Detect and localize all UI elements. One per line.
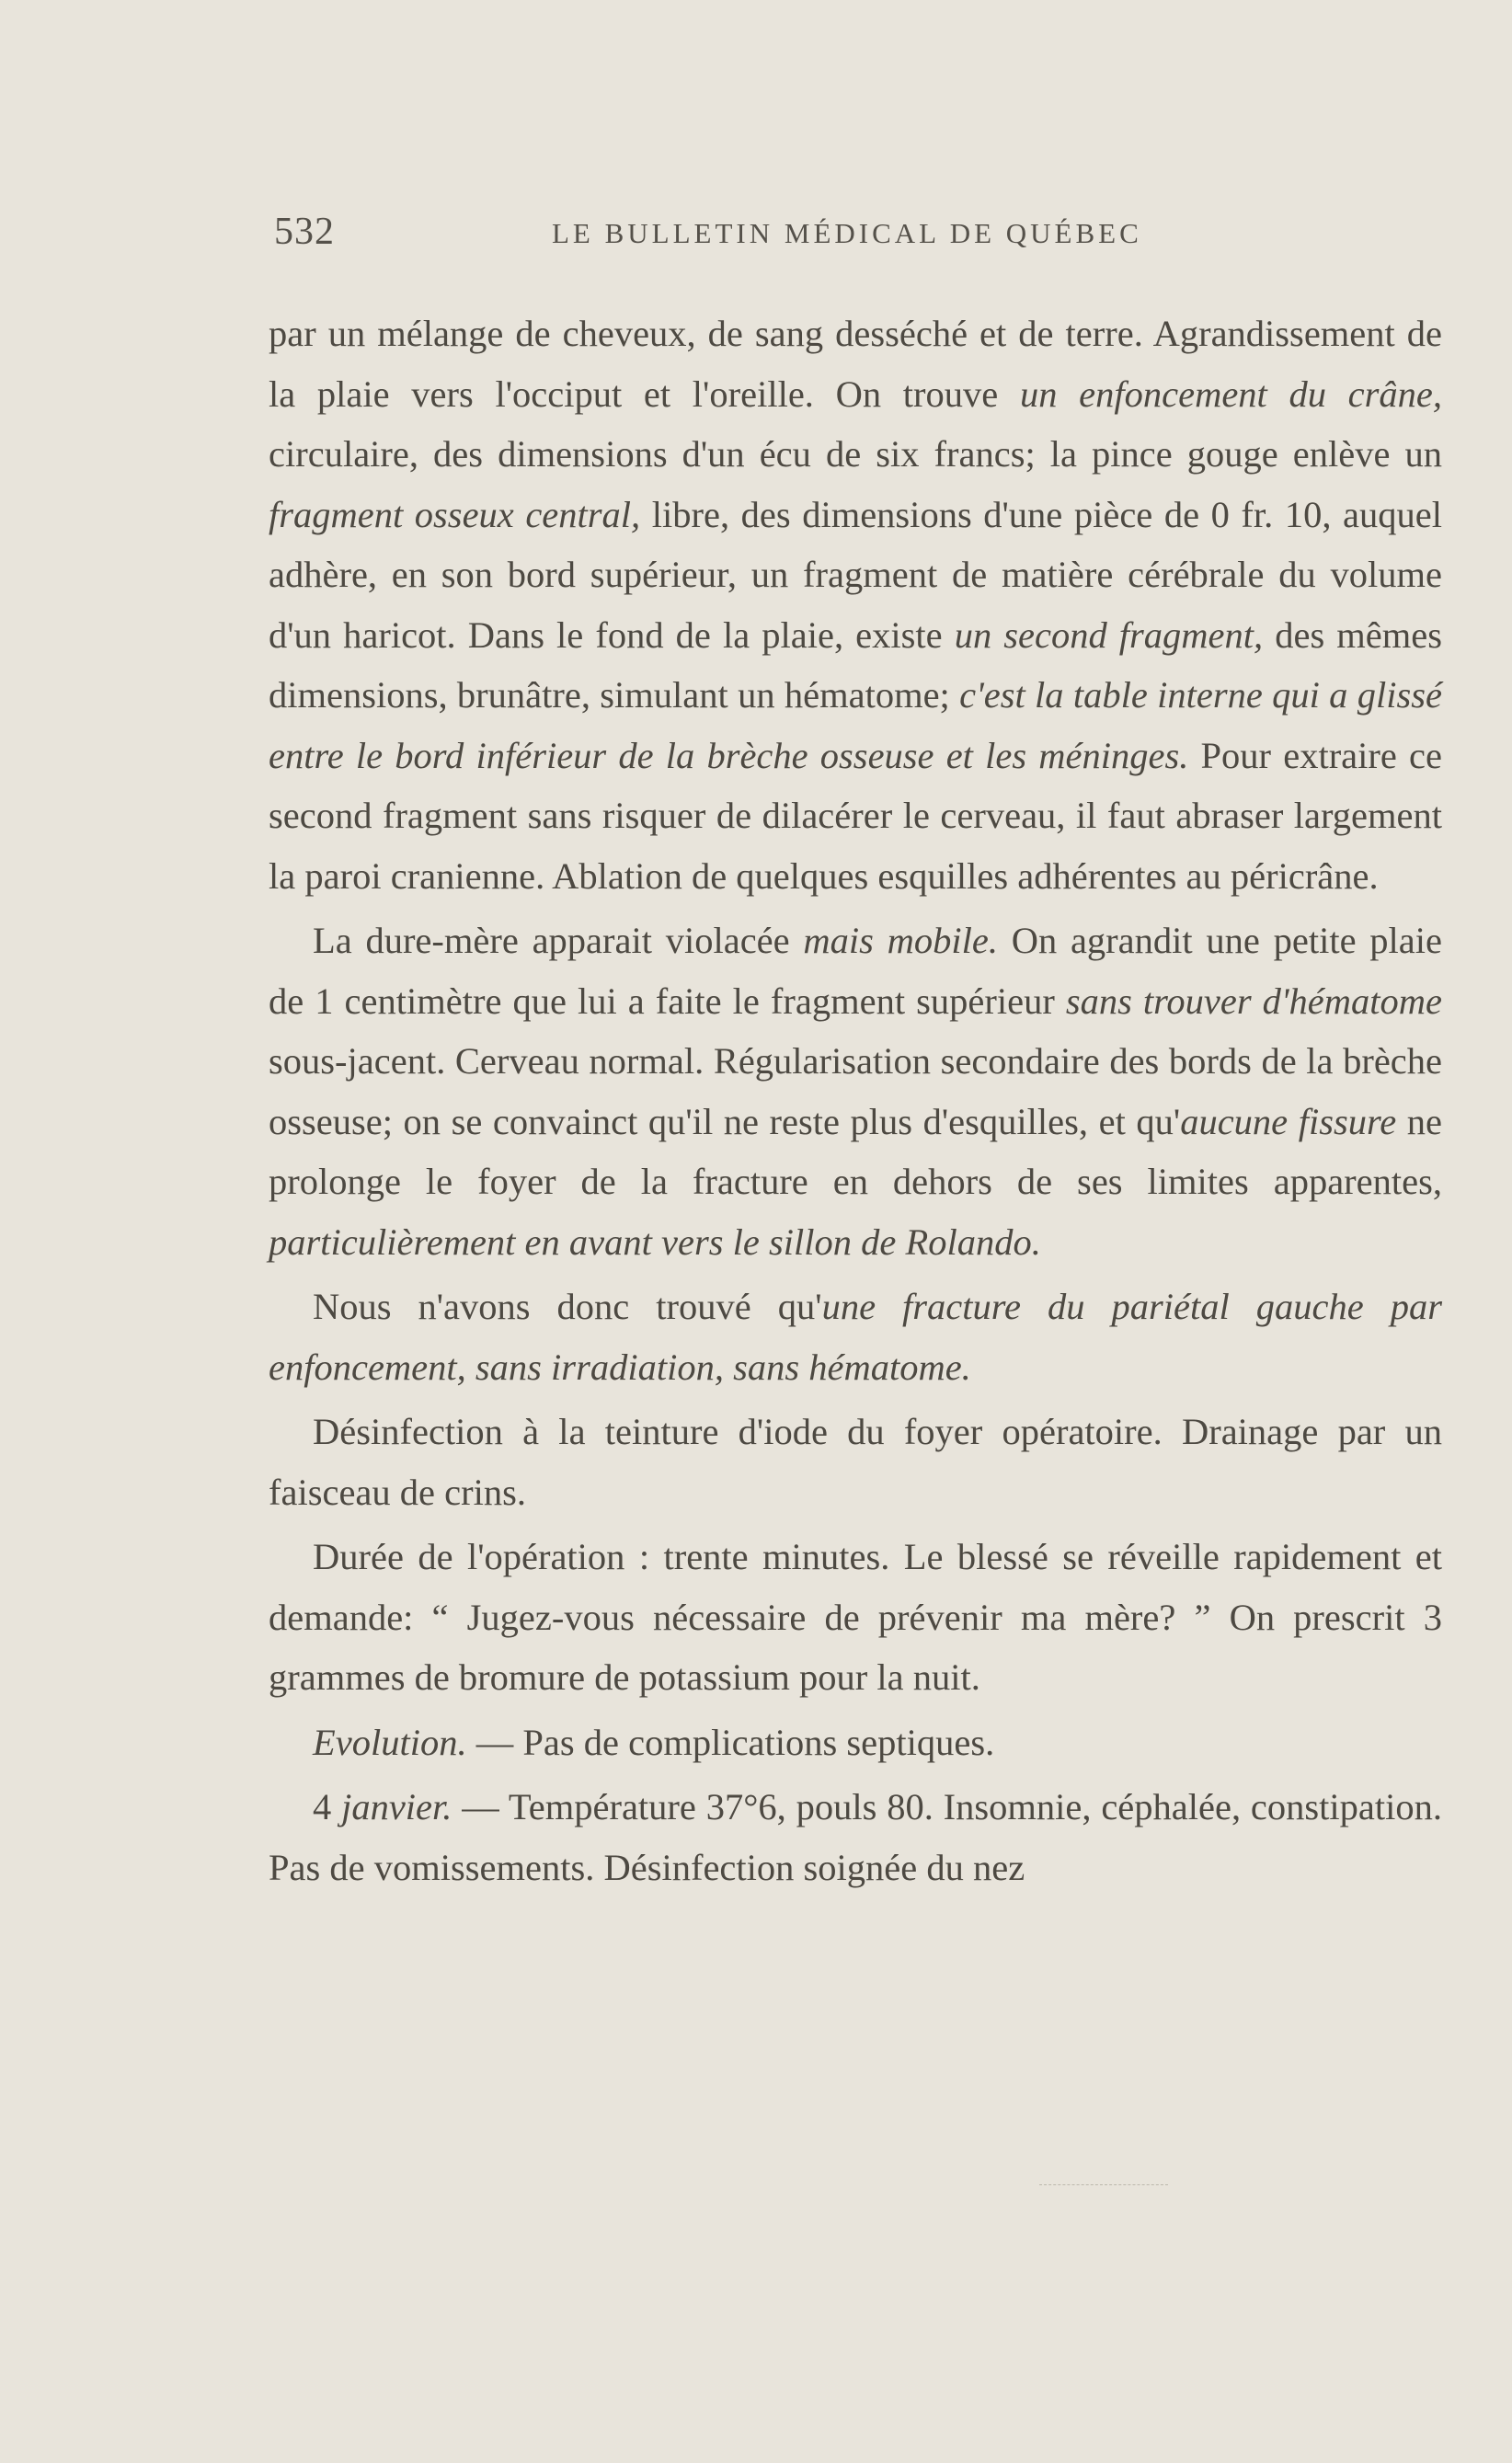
text-run: des mêmes dimensions, brunâtre, simulant un hématome; xyxy=(269,613,1442,716)
text-run: sous-jacent. Cerveau normal. Régularisation secondaire des bords de la brèche osseuse; on se convainct qu'il ne reste plus d'esquilles, et qu' xyxy=(269,1040,1442,1142)
italic-text-run: fragment osseux central, xyxy=(269,493,641,535)
bottom-rule xyxy=(1039,2184,1168,2185)
text-run: par un mélange de cheveux, de sang desséché et de terre. Agrandissement de la plaie vers l'occiput et l'oreille. On trouve xyxy=(269,313,1442,415)
text-run: Désinfection à la teinture d'iode du foyer opératoire. Drainage par un faisceau de crins. xyxy=(269,1411,1442,1513)
text-run: 4 xyxy=(313,1786,342,1827)
paragraph xyxy=(269,304,1442,906)
italic-text-run: Evolution. xyxy=(313,1721,467,1763)
italic-text-run: une fracture du pariétal gauche par enfoncement, sans irradiation, sans hématome. xyxy=(269,1286,1442,1388)
text-run: — Température 37°6, pouls 80. Insomnie, céphalée, constipation. Pas de vomissements. Désinfection soignée du nez xyxy=(269,1786,1442,1888)
page-header xyxy=(267,210,1205,265)
paragraph xyxy=(269,1777,1442,1897)
italic-text-run: sans trouver d'hématome xyxy=(1065,979,1442,1022)
italic-text-run: mais mobile. xyxy=(803,920,998,961)
paragraph xyxy=(269,1527,1442,1708)
text-run: libre, des dimensions d'une pièce de 0 fr. 10, auquel adhère, en son bord supérieur, un fragment de matière cérébrale du volume d'un haricot. Dans le fond de la plaie, existe xyxy=(269,493,1442,656)
italic-text-run: un enfoncement du crâne, xyxy=(1019,372,1442,415)
running-head: LE BULLETIN MÉDICAL DE QUÉBEC xyxy=(552,217,1142,249)
italic-text-run: particulièrement en avant vers le sillon de Rolando. xyxy=(269,1220,1041,1263)
text-run: On agrandit une petite plaie de 1 centimètre que lui a faite le fragment supérieur xyxy=(269,920,1442,1022)
body-text xyxy=(269,304,1442,1897)
italic-text-run: aucune fissure xyxy=(1180,1100,1397,1142)
text-run: Durée de l'opération : trente minutes. Le blessé se réveille rapidement et demande: “ Jugez-vous nécessaire de prévenir ma mère? ” On prescrit 3 grammes de bromure de potassium pour la nuit. xyxy=(269,1536,1442,1698)
text-run: La dure-mère apparait violacée xyxy=(313,920,804,961)
text-run: — Pas de complications septiques. xyxy=(466,1721,995,1763)
text-run: ne prolonge le foyer de la fracture en dehors de ses limites apparentes, xyxy=(269,1100,1443,1202)
paragraph xyxy=(269,1713,1442,1773)
text-run: Pour extraire ce second fragment sans risquer de dilacérer le cerveau, il faut abraser largement la paroi cranienne. Ablation de quelques esquilles adhérentes au péricrâne. xyxy=(269,734,1442,897)
italic-text-run: un second fragment, xyxy=(954,613,1264,656)
paragraph xyxy=(269,1277,1442,1397)
italic-text-run: janvier. xyxy=(341,1786,452,1827)
paragraph xyxy=(269,911,1442,1272)
page-number: 532 xyxy=(274,211,335,253)
text-run: circulaire, des dimensions d'un écu de six francs; la pince gouge enlève un xyxy=(269,433,1442,475)
paragraph xyxy=(269,1402,1442,1522)
text-run: Nous n'avons donc trouvé qu' xyxy=(313,1286,822,1327)
italic-text-run: c'est la table interne qui a glissé entre le bord inférieur de la brèche osseuse et les méninges. xyxy=(269,674,1442,776)
